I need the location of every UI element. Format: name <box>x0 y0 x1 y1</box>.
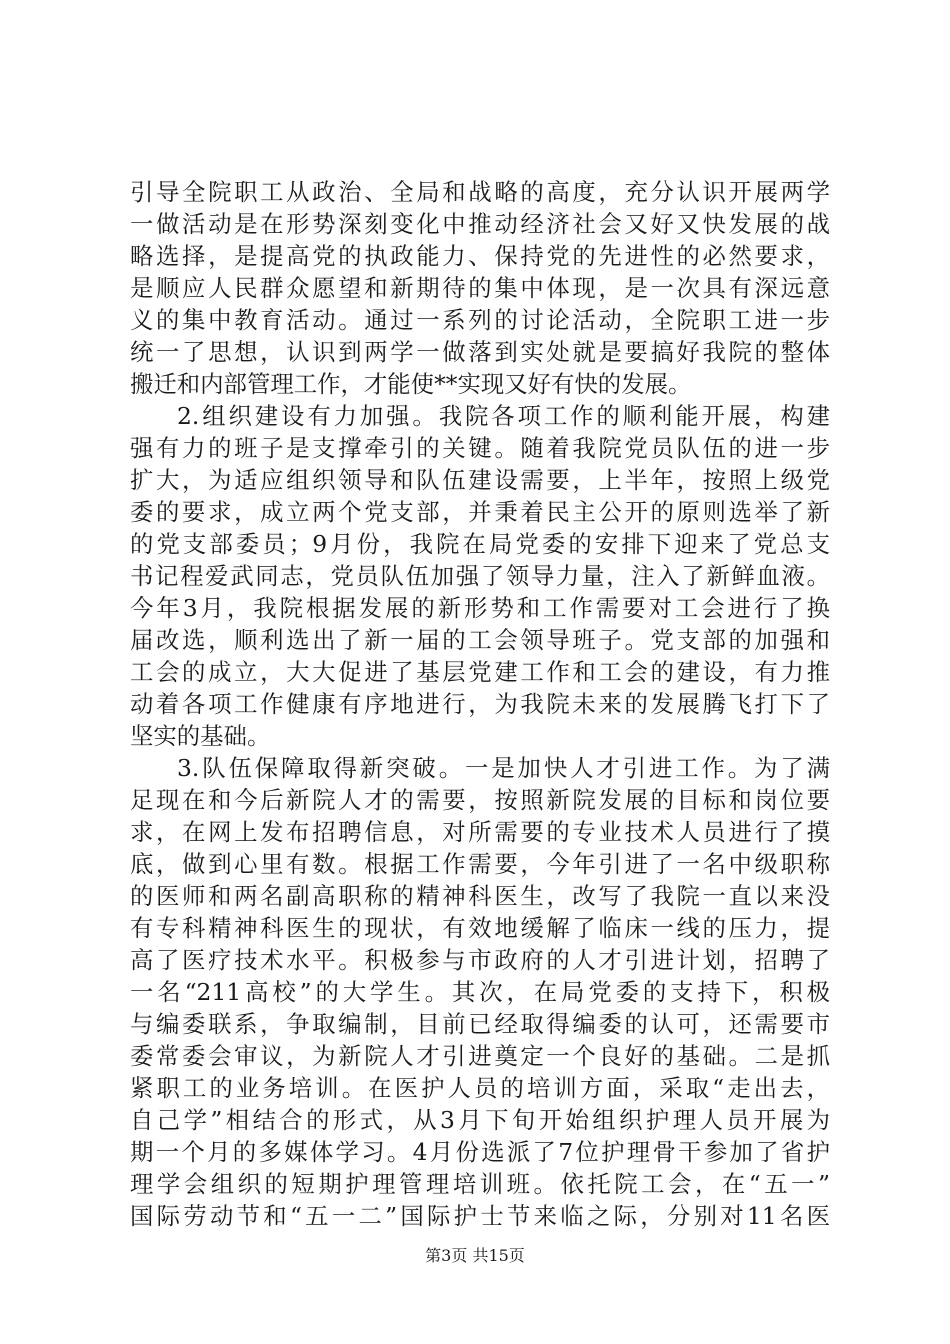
body-text-line: 引导全院职工从政治、全局和战略的高度，充分认识开展两学 <box>130 178 830 206</box>
body-text-line: 委常委会审议，为新院人才引进奠定一个良好的基础。二是抓 <box>130 1042 830 1070</box>
body-text-line: 足现在和今后新院人才的需要，按照新院发展的目标和岗位要 <box>130 786 830 814</box>
body-text-line: 的党支部委员；9月份，我院在局党委的安排下迎来了党总支 <box>130 530 830 558</box>
body-text-line: 动着各项工作健康有序地进行，为我院未来的发展腾飞打下了 <box>130 690 830 718</box>
body-text-line: 今年3月，我院根据发展的新形势和工作需要对工会进行了换 <box>130 594 830 622</box>
body-text-line: 强有力的班子是支撑牵引的关键。随着我院党员队伍的进一步 <box>130 434 830 462</box>
body-text-line: 统一了思想，认识到两学一做落到实处就是要搞好我院的整体 <box>130 338 830 366</box>
body-text-line: 扩大，为适应组织领导和队伍建设需要，上半年，按照上级党 <box>130 466 830 494</box>
body-text-line: 届改选，顺利选出了新一届的工会领导班子。党支部的加强和 <box>130 626 830 654</box>
body-text-line: 与编委联系，争取编制，目前已经取得编委的认可，还需要市 <box>130 1010 830 1038</box>
body-text-line: 书记程爱武同志，党员队伍加强了领导力量，注入了新鲜血液。 <box>130 562 830 590</box>
body-text-line: 自己学”相结合的形式，从3月下旬开始组织护理人员开展为 <box>130 1106 830 1134</box>
body-text-line: 的医师和两名副高职称的精神科医生，改写了我院一直以来没 <box>130 882 830 910</box>
body-text-line: 搬迁和内部管理工作，才能使**实现又好有快的发展。 <box>130 370 692 398</box>
body-text-line: 求，在网上发布招聘信息，对所需要的专业技术人员进行了摸 <box>130 818 830 846</box>
body-text-line: 有专科精神科医生的现状，有效地缓解了临床一线的压力，提 <box>130 914 830 942</box>
body-text-line: 理学会组织的短期护理管理培训班。依托院工会，在“五一” <box>130 1170 830 1198</box>
body-text-line: 略选择，是提高党的执政能力、保持党的先进性的必然要求， <box>130 242 830 270</box>
page-number-footer: 第3页 共15页 <box>425 1246 525 1265</box>
section-2-heading-line: 2.组织建设有力加强。我院各项工作的顺利能开展，构建 <box>177 402 830 430</box>
body-text-line: 委的要求，成立两个党支部，并秉着民主公开的原则选举了新 <box>130 498 830 526</box>
body-text-line: 期一个月的多媒体学习。4月份选派了7位护理骨干参加了省护 <box>130 1138 830 1166</box>
body-text-line: 是顺应人民群众愿望和新期待的集中体现，是一次具有深远意 <box>130 274 830 302</box>
body-text-line: 高了医疗技术水平。积极参与市政府的人才引进计划，招聘了 <box>130 946 830 974</box>
body-text-line: 底，做到心里有数。根据工作需要，今年引进了一名中级职称 <box>130 850 830 878</box>
section-3-heading-line: 3.队伍保障取得新突破。一是加快人才引进工作。为了满 <box>177 754 830 782</box>
body-text-line: 一名“211高校”的大学生。其次，在局党委的支持下，积极 <box>130 978 830 1006</box>
body-text-line: 一做活动是在形势深刻变化中推动经济社会又好又快发展的战 <box>130 210 830 238</box>
body-text-line: 紧职工的业务培训。在医护人员的培训方面，采取“走出去， <box>130 1074 830 1102</box>
body-text-line: 坚实的基础。 <box>130 722 271 750</box>
body-text-line: 工会的成立，大大促进了基层党建工作和工会的建设，有力推 <box>130 658 830 686</box>
body-text-line: 义的集中教育活动。通过一系列的讨论活动，全院职工进一步 <box>130 306 830 334</box>
body-text-line: 国际劳动节和“五一二”国际护士节来临之际，分别对11名医 <box>130 1202 830 1230</box>
